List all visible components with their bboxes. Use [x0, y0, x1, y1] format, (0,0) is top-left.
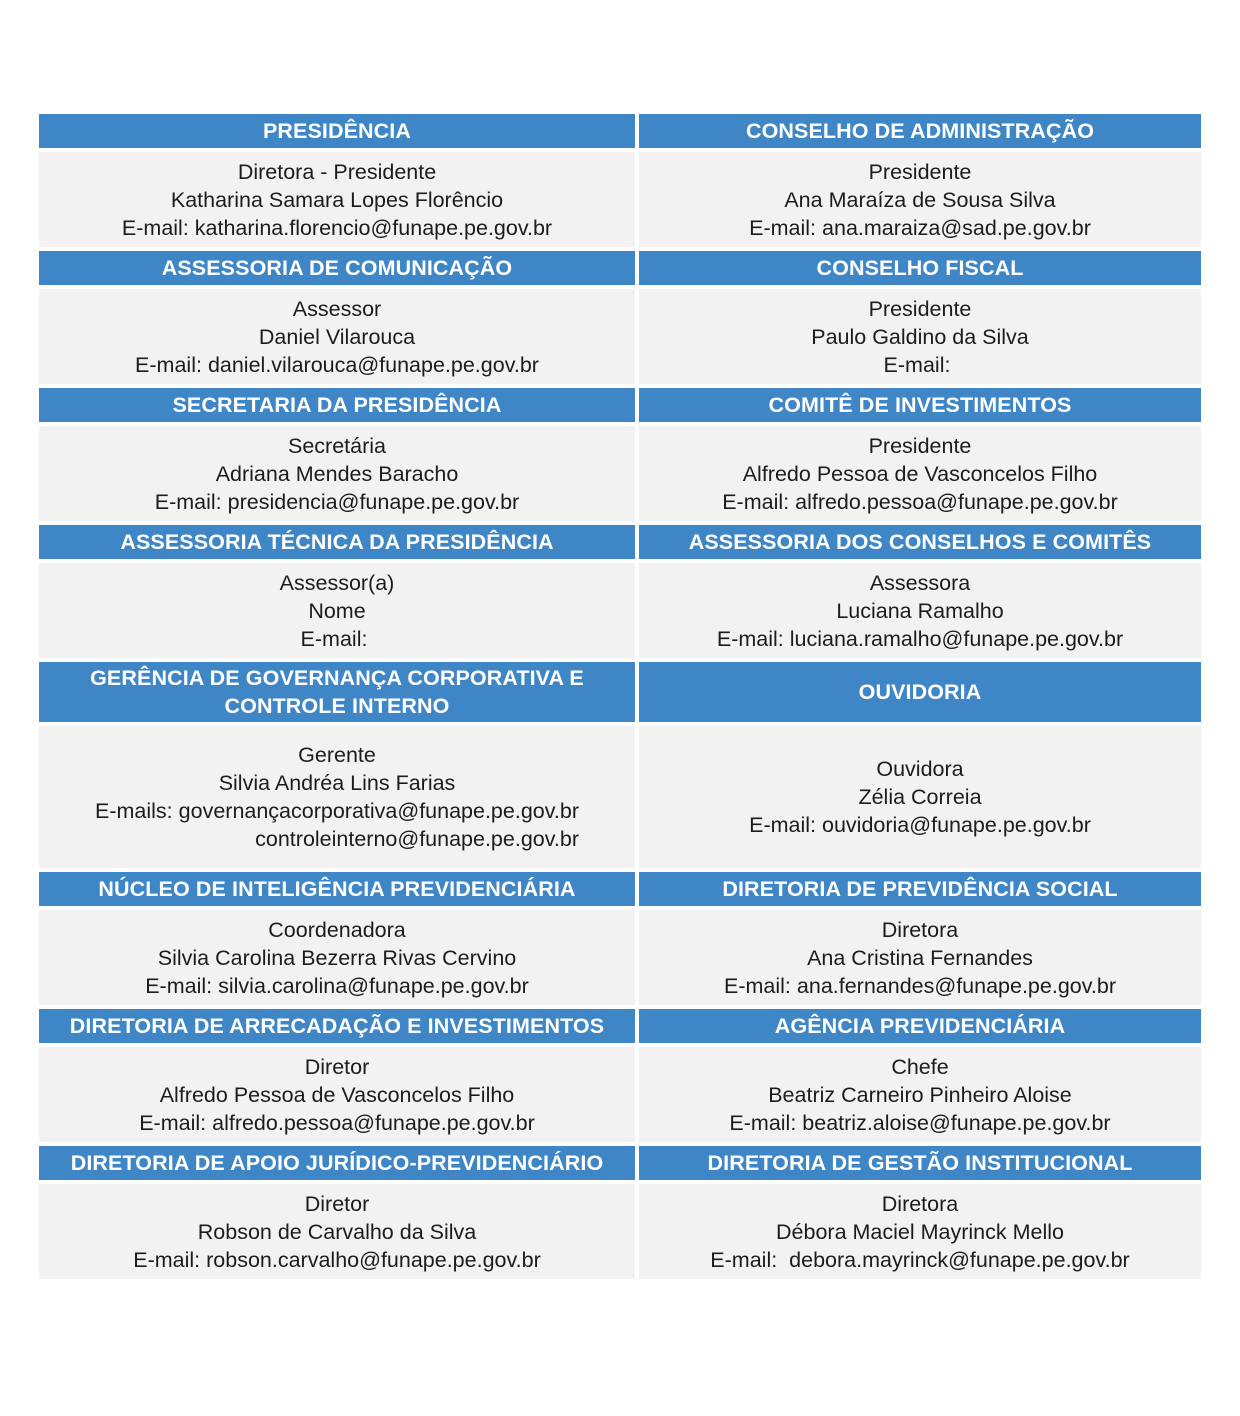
section-title: DIRETORIA DE APOIO JURÍDICO-PREVIDENCIÁRIO — [70, 1151, 604, 1175]
person-name: Adriana Mendes Baracho — [215, 461, 459, 486]
section-body — [39, 726, 635, 868]
section-body — [39, 426, 635, 521]
person-name: Zélia Correia — [858, 785, 982, 809]
section-title: CONSELHO FISCAL — [816, 256, 1024, 280]
section-body — [639, 726, 1201, 868]
person-name: Silvia Carolina Bezerra Rivas Cervino — [157, 945, 517, 970]
email-address[interactable]: silvia.carolina@funape.pe.gov.br — [218, 973, 529, 998]
role-label: Assessora — [869, 570, 971, 595]
person-name: Robson de Carvalho da Silva — [197, 1219, 477, 1244]
email-line — [301, 625, 374, 653]
section-header — [639, 388, 1201, 422]
section-body — [39, 152, 635, 247]
section-title: OUVIDORIA — [858, 680, 982, 704]
section-title: ASSESSORIA DE COMUNICAÇÃO — [161, 256, 513, 280]
email-line — [749, 214, 1091, 242]
email-line — [135, 351, 539, 379]
email-label: E-mail: — [135, 352, 202, 377]
role-label: Diretora — [881, 917, 959, 942]
email-label: E-mail: — [710, 1247, 778, 1272]
email-label: E-mails: — [95, 799, 173, 823]
section-header — [39, 388, 635, 422]
role-label: Diretor — [304, 1191, 370, 1216]
email-address[interactable]: ouvidoria@funape.pe.gov.br — [822, 813, 1091, 837]
email-line — [710, 1246, 1129, 1274]
email-label: E-mail: — [724, 973, 791, 998]
section-body — [639, 1047, 1201, 1142]
person-name: Débora Maciel Mayrinck Mello — [776, 1219, 1064, 1244]
email-address[interactable]: presidencia@funape.pe.gov.br — [227, 489, 520, 514]
email-line — [145, 972, 529, 1000]
person-name: Daniel Vilarouca — [258, 324, 416, 349]
section-title: ASSESSORIA DOS CONSELHOS E COMITÊS — [688, 530, 1152, 554]
role-label: Presidente — [868, 433, 972, 458]
email-label: E-mail: — [722, 489, 790, 514]
email-label: E-mail: — [145, 973, 213, 998]
email-label: E-mail: — [729, 1110, 797, 1135]
email-label: E-mail: — [121, 215, 189, 240]
person-name: Ana Cristina Fernandes — [807, 945, 1033, 970]
email-label: E-mail: — [716, 626, 784, 651]
role-label: Ouvidora — [876, 757, 964, 781]
email-address[interactable]: debora.mayrinck@funape.pe.gov.br — [783, 1247, 1130, 1272]
email-label: E-mail: — [300, 626, 368, 651]
section-body — [639, 426, 1201, 521]
section-title: PRESIDÊNCIA — [262, 119, 412, 143]
email-address[interactable]: ana.fernandes@funape.pe.gov.br — [796, 973, 1116, 998]
role-label: Assessor(a) — [279, 570, 395, 595]
email-line — [133, 1246, 540, 1274]
section-body — [639, 910, 1201, 1005]
role-label: Presidente — [868, 159, 972, 184]
person-name: Ana Maraíza de Sousa Silva — [784, 187, 1056, 212]
email-label: E-mail: — [154, 489, 222, 514]
role-label: Diretor — [304, 1054, 370, 1079]
role-label: Coordenadora — [268, 917, 406, 942]
role-label: Diretora — [881, 1191, 959, 1216]
email-line — [122, 214, 552, 242]
email-label: E-mail: — [139, 1110, 207, 1135]
section-header — [39, 251, 635, 285]
email-address[interactable]: alfredo.pessoa@funape.pe.gov.br — [212, 1110, 535, 1135]
section-title-line: GERÊNCIA DE GOVERNANÇA CORPORATIVA E — [90, 666, 584, 690]
section-body — [39, 910, 635, 1005]
person-name: Nome — [308, 598, 366, 623]
role-label: Presidente — [868, 296, 972, 321]
section-header — [39, 872, 635, 906]
section-body — [39, 1184, 635, 1279]
email-label: E-mail: — [749, 813, 817, 837]
section-title: SECRETARIA DA PRESIDÊNCIA — [172, 393, 502, 417]
section-title: ASSESSORIA TÉCNICA DA PRESIDÊNCIA — [120, 530, 554, 554]
email-line — [722, 488, 1118, 516]
role-label: Diretora - Presidente — [237, 159, 437, 184]
email-block — [95, 797, 579, 853]
section-header — [639, 872, 1201, 906]
section-title: AGÊNCIA PREVIDENCIÁRIA — [774, 1014, 1066, 1038]
section-header — [39, 662, 635, 722]
person-name: Alfredo Pessoa de Vasconcelos Filho — [159, 1082, 515, 1107]
section-header — [639, 114, 1201, 148]
email-label: E-mail: — [133, 1247, 201, 1272]
email-address[interactable]: ana.maraiza@sad.pe.gov.br — [822, 215, 1091, 240]
section-body — [39, 289, 635, 384]
role-label: Gerente — [298, 743, 376, 767]
section-header — [639, 662, 1201, 722]
role-label: Chefe — [891, 1054, 949, 1079]
email-line — [724, 972, 1116, 1000]
section-body — [639, 152, 1201, 247]
section-header — [39, 114, 635, 148]
person-name: Alfredo Pessoa de Vasconcelos Filho — [742, 461, 1098, 486]
person-name: Beatriz Carneiro Pinheiro Aloise — [768, 1082, 1072, 1107]
section-body — [639, 1184, 1201, 1279]
person-name: Silvia Andréa Lins Farias — [218, 771, 456, 795]
section-header — [639, 525, 1201, 559]
section-title: COMITÊ DE INVESTIMENTOS — [768, 393, 1072, 417]
section-header — [639, 251, 1201, 285]
section-body — [639, 563, 1201, 658]
email-line — [729, 1109, 1110, 1137]
section-title: CONSELHO DE ADMINISTRAÇÃO — [745, 119, 1095, 143]
email-address[interactable]: governançacorporativa@funape.pe.gov.br — [178, 799, 579, 823]
section-header — [639, 1146, 1201, 1180]
person-name: Katharina Samara Lopes Florêncio — [170, 187, 504, 212]
person-name: Paulo Galdino da Silva — [811, 324, 1029, 349]
email-address[interactable]: katharina.florencio@funape.pe.gov.br — [194, 215, 553, 240]
email-line — [884, 351, 957, 379]
section-body — [39, 563, 635, 658]
role-label: Assessor — [292, 296, 382, 321]
email-line — [139, 1109, 535, 1137]
email-address[interactable]: beatriz.aloise@funape.pe.gov.br — [802, 1110, 1111, 1135]
email-line — [155, 488, 519, 516]
email-address[interactable]: luciana.ramalho@funape.pe.gov.br — [789, 626, 1124, 651]
email-line — [95, 797, 579, 825]
email-line — [749, 811, 1091, 839]
section-title: DIRETORIA DE GESTÃO INSTITUCIONAL — [707, 1151, 1133, 1175]
section-title: DIRETORIA DE ARRECADAÇÃO E INVESTIMENTOS — [69, 1014, 605, 1038]
person-name: Luciana Ramalho — [836, 598, 1004, 623]
directory-table — [39, 114, 1201, 1279]
email-line — [717, 625, 1123, 653]
section-title: DIRETORIA DE PREVIDÊNCIA SOCIAL — [722, 877, 1118, 901]
email-label: E-mail: — [749, 215, 817, 240]
email-address[interactable]: robson.carvalho@funape.pe.gov.br — [206, 1247, 541, 1272]
section-header — [39, 525, 635, 559]
email-address[interactable]: daniel.vilarouca@funape.pe.gov.br — [207, 352, 539, 377]
role-label: Secretária — [288, 433, 386, 458]
section-header — [39, 1009, 635, 1043]
section-body — [39, 1047, 635, 1142]
section-header — [39, 1146, 635, 1180]
email-address[interactable]: alfredo.pessoa@funape.pe.gov.br — [795, 489, 1118, 514]
email-address-secondary[interactable]: controleinterno@funape.pe.gov.br — [255, 827, 579, 851]
section-body — [639, 289, 1201, 384]
section-header — [639, 1009, 1201, 1043]
section-title-line: CONTROLE INTERNO — [224, 694, 450, 718]
section-title: NÚCLEO DE INTELIGÊNCIA PREVIDENCIÁRIA — [98, 877, 576, 901]
email-label: E-mail: — [883, 352, 951, 377]
